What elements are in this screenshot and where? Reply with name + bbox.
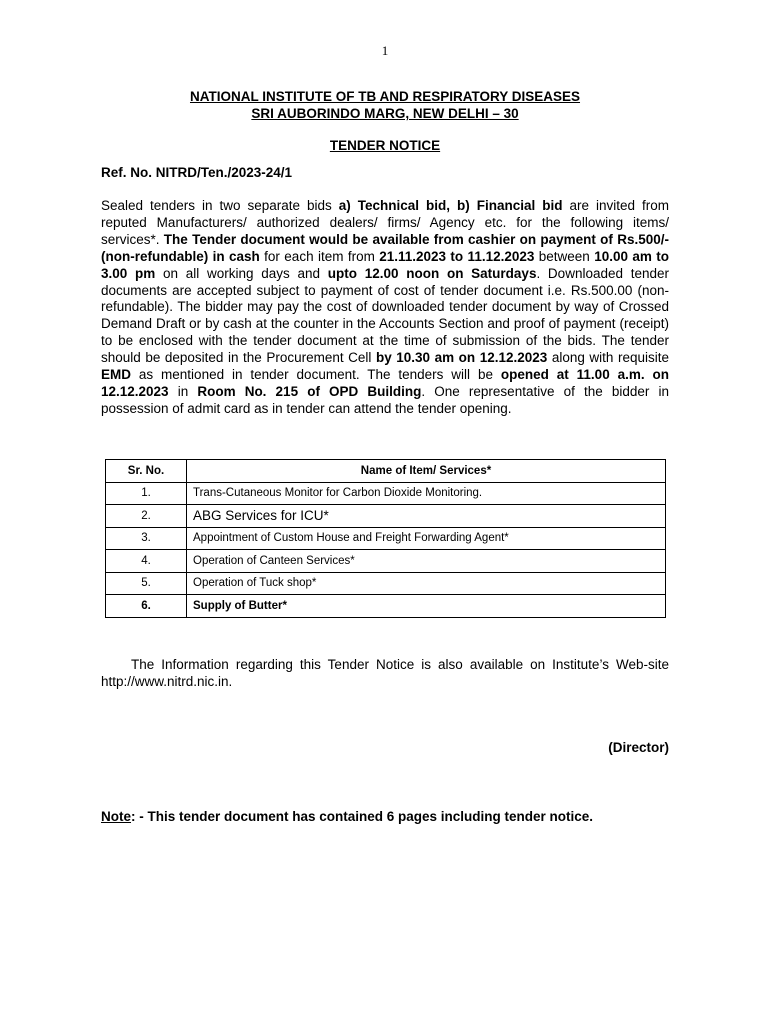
note-line <box>101 809 593 824</box>
table-row <box>106 550 666 573</box>
note-text: : - This tender document has contained 6 pages including tender notice. <box>131 809 594 824</box>
row-item-name: Trans-Cutaneous Monitor for Carbon Dioxide Monitoring. <box>187 482 666 505</box>
row-sr-no: 6. <box>106 595 187 618</box>
table-header-row <box>106 460 666 483</box>
row-item-name: Supply of Butter* <box>187 595 666 618</box>
reference-number: Ref. No. NITRD/Ten./2023-24/1 <box>101 165 293 180</box>
document-title: TENDER NOTICE <box>329 138 441 153</box>
header-item-name: Name of Item/ Services* <box>187 460 666 483</box>
row-sr-no: 1. <box>106 482 187 505</box>
signature-director: (Director) <box>608 740 669 755</box>
institute-name: NATIONAL INSTITUTE OF TB AND RESPIRATORY DISEASES <box>189 89 581 104</box>
table-row <box>106 595 666 618</box>
row-sr-no: 5. <box>106 572 187 595</box>
items-table <box>105 459 666 618</box>
page-number: 1 <box>381 43 389 58</box>
table-row <box>106 572 666 595</box>
tender-body-paragraph: Sealed tenders in two separate bids a) Technical bid, b) Financial bid are invited from reputed Manufacturers/ authorized dealers/ firms/ Agency etc. for the following items/ services*. The Tender document would be available from cashier on payment of Rs.500/- (non-refundable) in cash for each item from 21.11.2023 to 11.12.2023 between 10.00 am to 3.00 pm on all working days and upto 12.00 noon on Saturdays. Downloaded tender documents are accepted subject to payment of cost of tender document i.e. Rs.500.00 (non-refundable). The bidder may pay the cost of downloaded tender document by way of Crossed Demand Draft or by cash at the counter in the Accounts Section and proof of payment (receipt) to be enclosed with the tender document at the time of submission of the bids. The tender should be deposited in the Procurement Cell by 10.30 am on 12.12.2023 along with requisite EMD as mentioned in tender document. The tenders will be opened at 11.00 a.m. on 12.12.2023 in Room No. 215 of OPD Building. One representative of the bidder in possession of admit card as in tender can attend the tender opening. <box>101 198 670 416</box>
info-paragraph: The Information regarding this Tender Notice is also available on Institute’s Web-site http://www.nitrd.nic.in. <box>101 657 669 689</box>
row-item-name: ABG Services for ICU* <box>187 505 666 528</box>
note-label: Note <box>101 809 131 824</box>
row-sr-no: 3. <box>106 527 187 550</box>
table-row <box>106 482 666 505</box>
table-row <box>106 505 666 528</box>
row-item-name: Operation of Tuck shop* <box>187 572 666 595</box>
row-item-name: Operation of Canteen Services* <box>187 550 666 573</box>
row-sr-no: 2. <box>106 505 187 528</box>
row-item-name: Appointment of Custom House and Freight Forwarding Agent* <box>187 527 666 550</box>
table-row <box>106 527 666 550</box>
institute-address: SRI AUBORINDO MARG, NEW DELHI – 30 <box>251 106 519 121</box>
header-sr-no: Sr. No. <box>106 460 187 483</box>
row-sr-no: 4. <box>106 550 187 573</box>
